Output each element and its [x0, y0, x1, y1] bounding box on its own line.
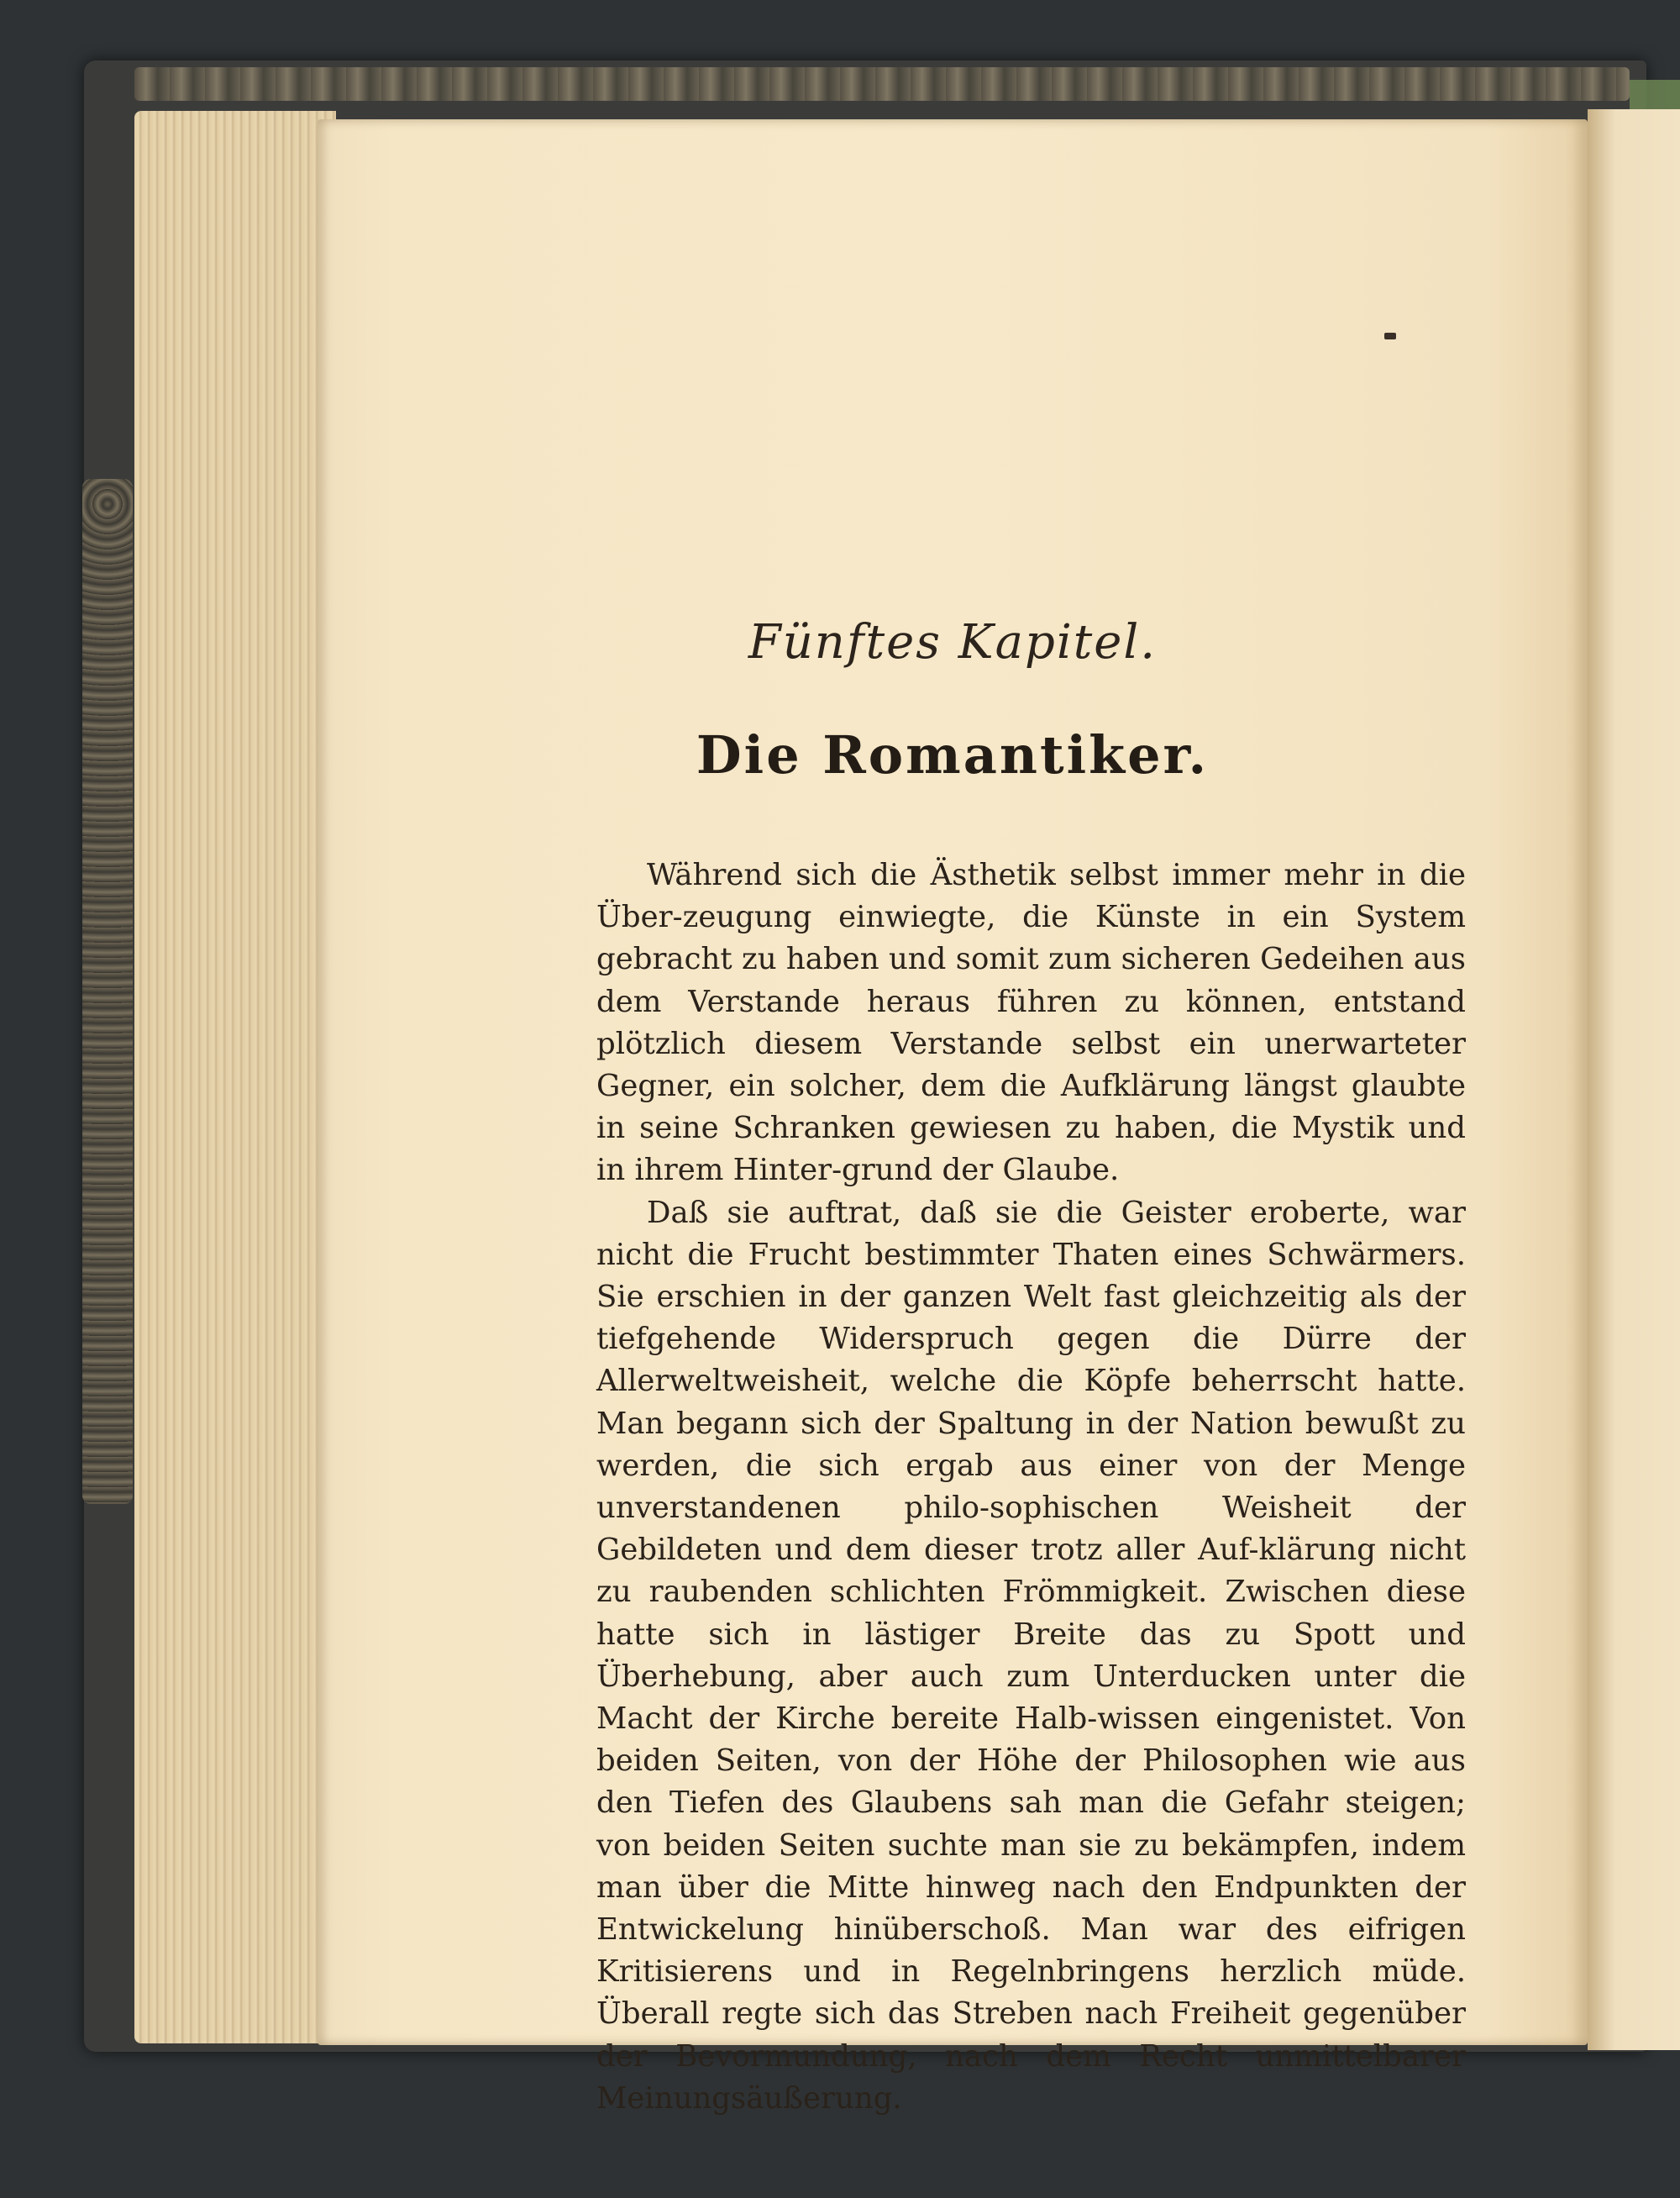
- chapter-title: Die Romantiker.: [696, 724, 1210, 786]
- book-page: [318, 119, 1588, 2116]
- paragraph: Daß sie auftrat, daß sie die Geister eroberte, war nicht die Frucht bestimmter Thaten eines Schwärmers. Sie erschien in der ganzen Welt fast gleichzeitig als der tiefgehende Widerspruch gegen die Dürre der Allerweltweisheit, welche die Köpfe beherrscht hatte. Man begann sich der Spaltung in der Nation bewußt zu werden, die sich ergab aus einer von der Menge unverstandenen philo-sophischen Weisheit der Gebildeten und dem dieser trotz aller Auf-klärung nicht zu raubenden schlichten Frömmigkeit. Zwischen diese hatte sich in lästiger Breite das zu Spott und Überhebung, aber auch zum Unterducken unter die Macht der Kirche bereite Halb-wissen eingenistet. Von beiden Seiten, von der Höhe der Philosophen wie aus den Tiefen des Glaubens sah man die Gefahr steigen; von beiden Seiten suchte man sie zu bekämpfen, indem man über die Mitte hinweg nach den Endpunkten der Entwickelung hinüberschoß. Man war des eifrigen Kritisierens und in Regelnbringens herzlich müde. Überall regte sich das Streben nach Freiheit gegenüber der Bevormundung, nach dem Recht unmittelbarer Meinungsäußerung.: [596, 1195, 1466, 2116]
- cover-ornament-top: [134, 67, 1630, 101]
- paragraph: Während sich die Ästhetik selbst immer mehr in die Über-zeugung einwiegte, die Künste in ein System gebracht zu haben und somit zum sicheren Gedeihen aus dem Verstande heraus führen zu können, entstand plötzlich diesem Verstande selbst ein unerwarteter Gegner, ein solcher, dem die Aufklärung längst glaubte in seine Schranken gewiesen zu haben, die Mystik und in ihrem Hinter-grund der Glaube.: [596, 858, 1466, 1188]
- facing-page-edge: [1588, 109, 1680, 2050]
- chapter-heading: Fünftes Kapitel.: [748, 615, 1158, 670]
- page-edges-left: [134, 111, 336, 2043]
- body-text: [596, 854, 1466, 2120]
- ink-speck: [1384, 333, 1396, 339]
- spine-ornament: [82, 479, 133, 1504]
